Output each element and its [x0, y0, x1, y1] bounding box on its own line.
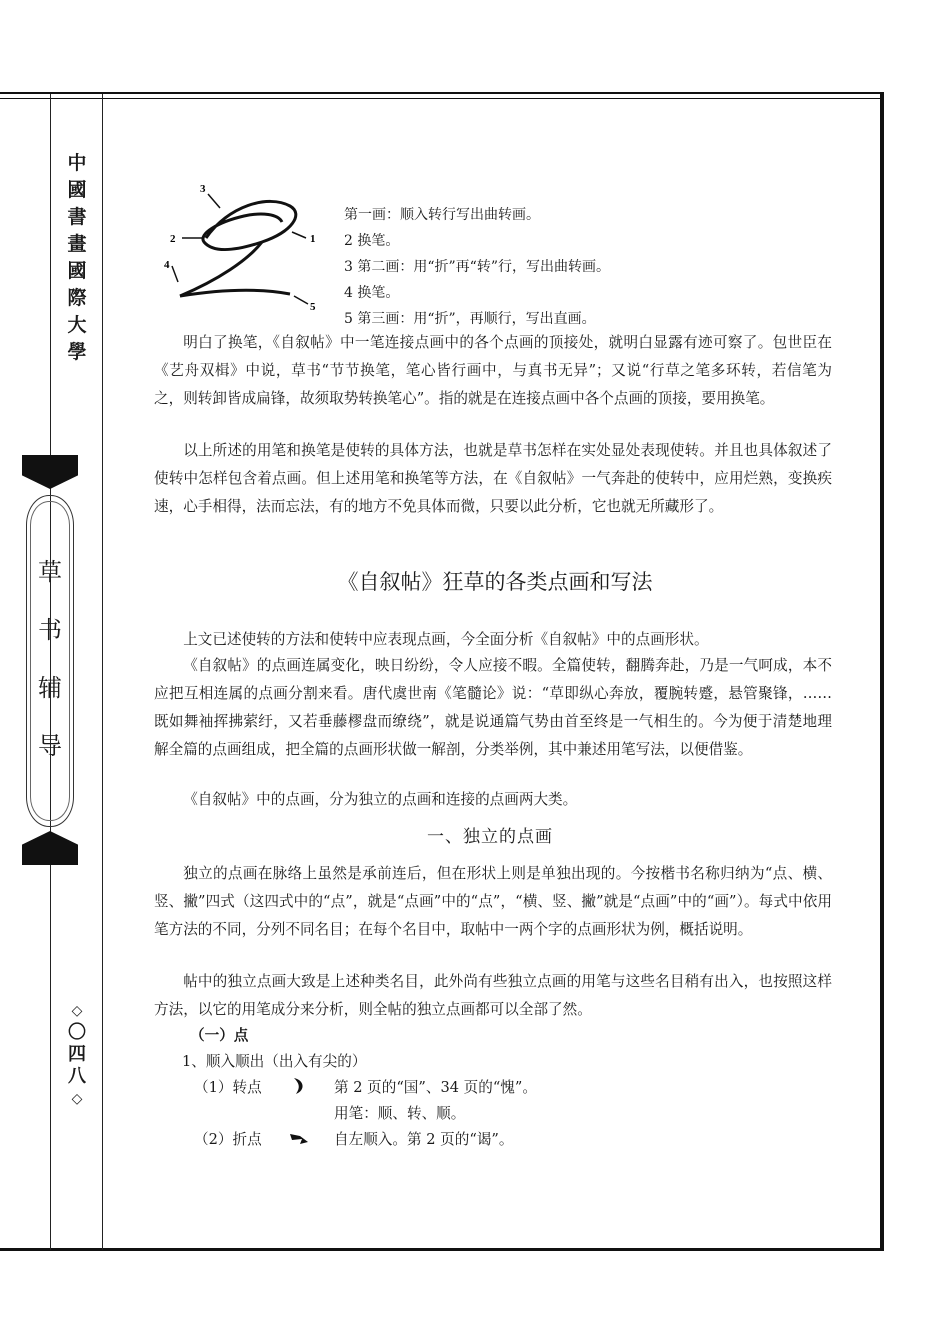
- paragraph-4: 《自叙帖》的点画连属变化，映日纷纷，令人应接不暇。全篇使转，翻腾奔赴，乃是一气呵成，本不应把互相连属的点画分割来看。唐代虞世南《笔髓论》说：“草即纵心奔放，覆腕转蹙，悬管聚锋，……既如舞袖挥拂萦纡，又若垂藤樛盘而缭绕”，就是说通篇气势由首至终是一气相生的。今为便于清楚地理解全篇的点画组成，把全篇的点画形状做一解剖，分类举例，其中兼述用笔写法，以便借鉴。: [154, 657, 832, 758]
- arrow-4: [172, 266, 178, 282]
- page-frame-right: [880, 92, 884, 1250]
- arrow-5: [294, 296, 308, 304]
- fig-num-3: 3: [200, 183, 206, 195]
- fold-dot-glyph: [288, 1130, 310, 1148]
- section-title: 《自叙帖》狂草的各类点画和写法: [337, 570, 653, 594]
- page-frame-top: [0, 92, 884, 94]
- list-subheading: 1、顺入顺出（出入有尖的）: [182, 1053, 367, 1070]
- list-heading: （一）点: [190, 1027, 249, 1044]
- page-number-vertical: ◇ 〇 四 八 ◇: [68, 1003, 86, 1107]
- section-banner: [22, 455, 78, 865]
- list-item-text: 第 2 页的“国”、34 页的“愧”。: [334, 1079, 537, 1096]
- stroke-diagram: [158, 180, 338, 320]
- paragraph-5: 《自叙帖》中的点画，分为独立的点画和连接的点画两大类。: [183, 791, 578, 808]
- figure-caption: 2 换笔。: [344, 233, 400, 249]
- figure-caption: 5 第三画：用“折”，再顺行，写出直画。: [344, 311, 596, 327]
- banner-bottom-cap: [22, 831, 78, 865]
- banner-title-vertical: 草 书 辅 导: [38, 558, 62, 760]
- arrow-1: [292, 232, 306, 238]
- banner-top-cap: [22, 455, 78, 489]
- turn-dot-glyph: [290, 1076, 308, 1096]
- figure-caption: 第一画：顺入转行写出曲转画。: [344, 207, 540, 223]
- fig-num-4: 4: [164, 259, 170, 271]
- fig-num-2: 2: [170, 233, 176, 245]
- paragraph-1: 明白了换笔，《自叙帖》中一笔连接点画中的各个点画的顶接处，就明白显露有迹可察了。包世臣在《艺舟双楫》中说，草书“节节换笔，笔心皆行画中，与真书无异”；又说“行草之笔多环转，若信笔为之，则转卸皆成扁锋，故须取势转换笔心”。指的就是在连接点画中各个点画的顶接，要用换笔。: [154, 334, 832, 407]
- list-item-text: 自左顺入。第 2 页的“谒”。: [334, 1131, 514, 1148]
- list-item-label: （2）折点: [194, 1131, 262, 1148]
- paragraph-7: 帖中的独立点画大致是上述种类名目，此外尚有些独立点画的用笔与这些名目稍有出入，也按照这样方法，以它的用笔成分来分析，则全帖的独立点画都可以全部了然。: [154, 973, 832, 1018]
- fig-num-1: 1: [310, 233, 316, 245]
- stroke-bottom: [180, 290, 290, 296]
- paragraph-3: 上文已述使转的方法和使转中应表现点画，今全面分析《自叙帖》中的点画形状。: [183, 631, 709, 648]
- fig-num-5: 5: [310, 301, 316, 313]
- stroke-curve: [203, 201, 296, 249]
- school-name-vertical: 中 國 書 畫 國 際 大 學: [67, 152, 87, 363]
- page-frame-top-inner: [0, 98, 880, 99]
- list-item-note: 用笔：顺、转、顺。: [334, 1105, 466, 1122]
- figure-caption: 3 第二画：用“折”再“转”行，写出曲转画。: [344, 259, 610, 275]
- sidebar-rule-right: [102, 94, 103, 1250]
- figure-caption: 4 换笔。: [344, 285, 400, 301]
- list-item-label: （1）转点: [194, 1079, 262, 1096]
- paragraph-2: 以上所述的用笔和换笔是使转的具体方法，也就是草书怎样在实处显处表现使转。并且也具体叙述了使转中怎样包含着点画。但上述用笔和换笔等方法，在《自叙帖》一气奔赴的使转中，应用烂熟，变换疾速，心手相得，法而忘法，有的地方不免具体而微，只要以此分析，它也就无所藏形了。: [154, 442, 832, 515]
- arrow-3: [208, 194, 220, 208]
- paragraph-6: 独立的点画在脉络上虽然是承前连后，但在形状上则是单独出现的。今按楷书名称归纳为“点、横、竖、撇”四式（这四式中的“点”，就是“点画”中的“点”，“横、竖、撇”就是“点画”中的“画”）。每式中依用笔方法的不同，分列不同名目；在每个名目中，取帖中一两个字的点画形状为例，概括说明。: [154, 865, 832, 938]
- page-frame-bottom: [0, 1248, 884, 1251]
- figure-captions: [344, 202, 610, 332]
- subsection-title: 一、独立的点画: [427, 827, 553, 847]
